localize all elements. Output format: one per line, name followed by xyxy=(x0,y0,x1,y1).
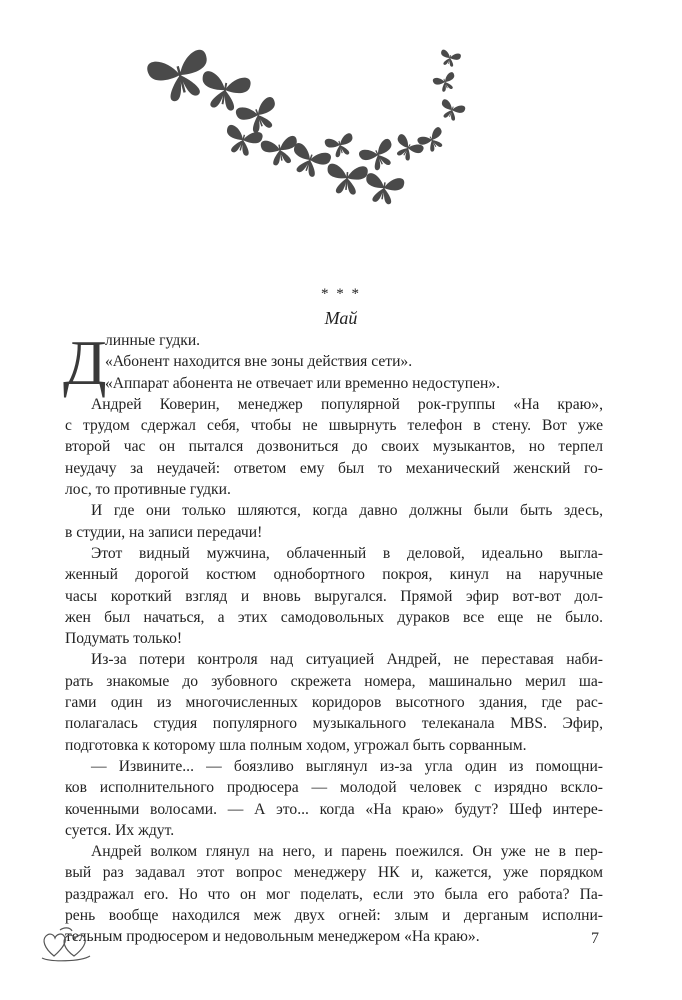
text-line: лос, то противные гудки. xyxy=(65,481,231,499)
text-line: рать знакомые до зубовного скрежета номера, машинально мерил ша- xyxy=(65,672,603,690)
chapter-title: Май xyxy=(324,308,358,328)
text-line: И где они только шляются, когда давно должны были быть здесь, xyxy=(91,502,603,520)
butterflies-ornament xyxy=(140,30,480,220)
text-line: Этот видный мужчина, облаченный в деловой, идеально выгла- xyxy=(91,544,603,562)
drop-cap: Д xyxy=(63,327,107,398)
text-line: «Аппарат абонента не отвечает или временно недоступен». xyxy=(105,374,500,392)
paragraph xyxy=(65,756,603,841)
text-line: Подумать только! xyxy=(65,630,183,648)
text-line: «Абонент находится вне зоны действия сети». xyxy=(105,353,413,371)
butterfly-icon xyxy=(287,142,332,181)
butterfly-icon xyxy=(362,172,405,206)
butterfly-icon xyxy=(437,98,466,123)
text-line: часы короткий взгляд и вновь выругался. Прямой эфир вот-вот дол- xyxy=(65,587,603,605)
text-line: Из-за потери контроля над ситуацией Андрей, не переставая наби- xyxy=(91,651,603,669)
text-line: женный дорогой костюм однобортного покроя, кинул на наручные xyxy=(65,566,603,584)
text-line: гами один из многочисленных коридоров высотного здания, где рас- xyxy=(65,694,603,712)
paragraph xyxy=(65,649,603,755)
paragraph xyxy=(65,500,603,543)
opening-paragraph xyxy=(63,327,603,398)
text-line: Андрей Коверин, менеджер популярной рок-группы «На краю», xyxy=(91,395,603,413)
text-line: в студии, на записи передачи! xyxy=(65,523,263,541)
text-line: раздражал его. Но что он мог поделать, если это была его работа? Па- xyxy=(65,885,603,903)
text-line: жен был начаться, а этих самодовольных дураков все еще не было. xyxy=(65,608,603,626)
butterfly-icon xyxy=(198,70,252,113)
butterfly-icon xyxy=(438,49,461,68)
text-line: — Извините... — боязливо выглянул из-за угла один из помощни- xyxy=(91,757,603,775)
text-line: подготовка к которому шла полным ходом, угрожал быть сорванным. xyxy=(65,736,527,754)
section-separator: * * * xyxy=(321,286,361,302)
paragraph xyxy=(65,841,603,947)
paragraph xyxy=(65,394,603,500)
text-line: второй час он пытался дозвониться до своих музыкантов, но терпел xyxy=(65,438,603,456)
text-line: с трудом сдержал себя, чтобы не швырнуть телефон в стену. Вот уже xyxy=(65,417,603,435)
text-line: ков исполнительного продюсера — молодой человек с изрядно всклo- xyxy=(65,779,603,797)
butterfly-icon xyxy=(432,71,458,94)
text-line: неудачу за неудачей: ответом ему был то механический женский го- xyxy=(65,459,603,477)
hearts-ornament-icon xyxy=(40,926,92,964)
text-line: Андрей волком глянул на него, и парень поежился. Он уже не в пер- xyxy=(91,843,603,861)
text-line: линные гудки. xyxy=(105,332,201,349)
page-body xyxy=(63,327,603,948)
text-line: полагалась студия популярного музыкального телеканала MBS. Эфир, xyxy=(65,715,603,733)
page-number: 7 xyxy=(591,930,599,947)
butterfly-icon xyxy=(326,163,369,196)
text-line: коченными волосами. — А это... когда «На краю» будут? Шеф интере- xyxy=(65,800,603,818)
text-line: рень вообще находился меж двух огней: злым и дерганым исполни- xyxy=(65,907,603,925)
text-line: тельным продюсером и недовольным менеджером «На краю». xyxy=(65,928,480,946)
text-line: суется. Их ждут. xyxy=(65,821,175,839)
paragraph xyxy=(65,543,603,649)
butterfly-icon xyxy=(235,96,283,137)
text-line: вый раз задавал этот вопрос менеджеру НК и, кажется, уже порядком xyxy=(65,864,603,882)
